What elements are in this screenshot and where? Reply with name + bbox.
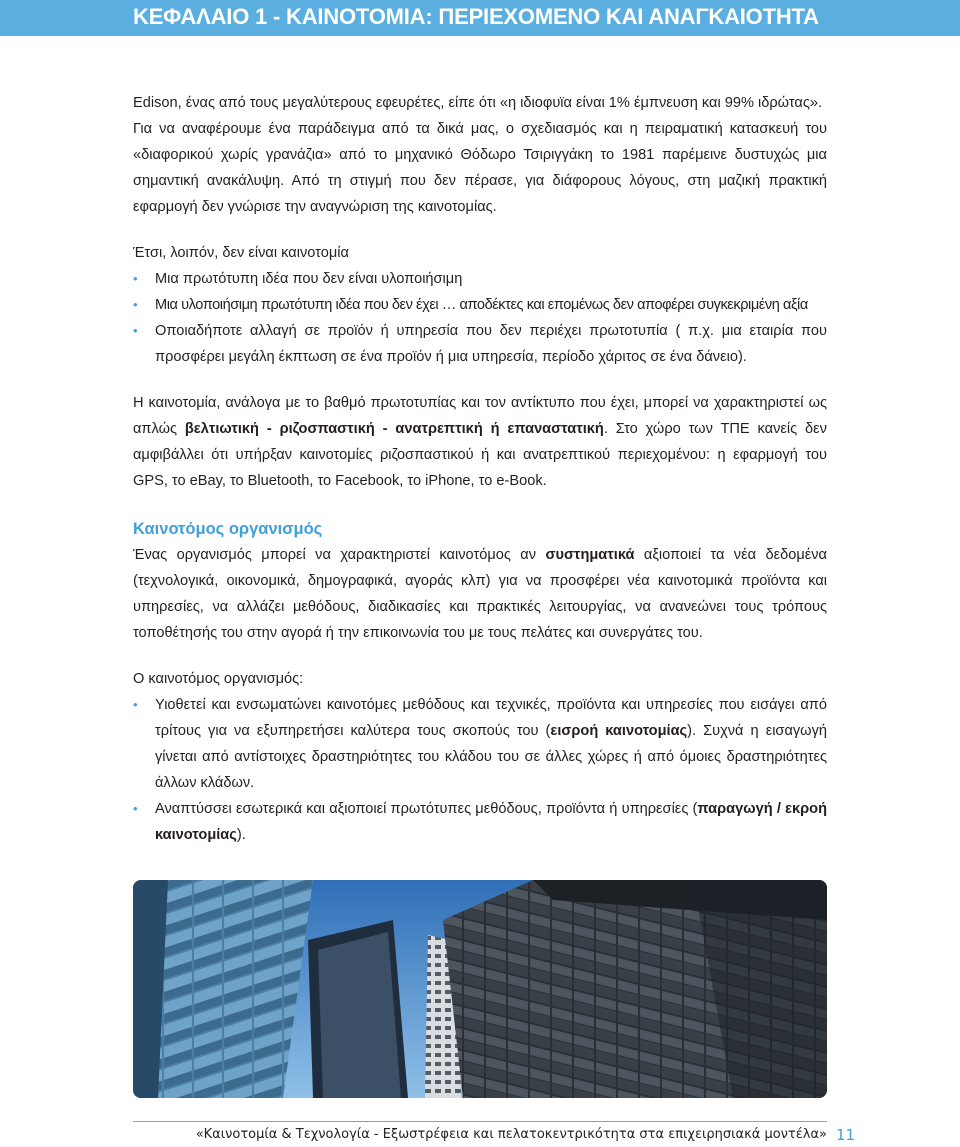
characterization-paragraph	[133, 390, 827, 494]
list-item	[133, 318, 827, 370]
list-item-text: Μια πρωτότυπη ιδέα που δεν είναι υλοποιήσιμη	[155, 271, 463, 287]
list-item-text: Οποιαδήποτε αλλαγή σε προϊόν ή υπηρεσία που δεν περιέχει πρωτοτυπία ( π.χ. μια εταιρία που προσφέρει μεγάλη έκπτωση σε ένα προϊόν ή μια υπηρεσία, περίοδο χάριτος σε ένα δάνειο).	[155, 323, 827, 365]
center-tower-face	[318, 932, 401, 1098]
org-definition-bold: συστηματικά	[545, 547, 635, 563]
innovation-types-bold: βελτιωτική - ριζοσπαστική - ανατρεπτική ή επαναστατική	[184, 421, 604, 437]
footer-title: «Καινοτομία & Τεχνολογία - Εξωστρέφεια και πελατοκεντρικότητα στα επιχειρησιακά μοντέλα»	[195, 1127, 827, 1142]
list-item-text-start: Υιοθετεί και ενσωματώνει καινοτόμες μεθόδους και τεχνικές, προϊόντα και υπηρεσίες που εισάγει από τρίτους για να εξυπηρετήσει καλύτερα τους σκοπούς του (	[155, 697, 827, 739]
list-item	[133, 796, 827, 848]
skyscrapers-photo	[133, 880, 827, 1098]
bullet-icon: •	[133, 697, 138, 712]
section-heading-innovative-org: Καινοτόμος οργανισμός	[133, 520, 323, 538]
edison-quote-paragraph: Edison, ένας από τους μεγαλύτερους εφευρέτες, είπε ότι «η ιδιοφυϊα είναι 1% έμπνευση και 99% ιδρώτας».	[133, 95, 823, 111]
list-item-bold: εισροή καινοτομίας	[550, 723, 688, 739]
chapter-title: ΚΕΦΑΛΑΙΟ 1 - ΚΑΙΝΟΤΟΜΙΑ: ΠΕΡΙΕΧΟΜΕΝΟ ΚΑΙ ΑΝΑΓΚΑΙΟΤΗΤΑ	[133, 4, 819, 29]
bullet-icon: •	[133, 271, 138, 286]
org-definition-paragraph	[133, 542, 827, 646]
characterization-text-start: Η καινοτομία, ανάλογα με το βαθμό πρωτοτυπίας και τον αντίκτυπο που έχει, μπορεί να χαρακτηριστεί ως απλώς	[133, 395, 827, 437]
list-item-text-end: ).	[236, 827, 246, 843]
org-definition-end: αξιοποιεί τα νέα δεδομένα (τεχνολογικά, οικονομικά, δημογραφικά, αγοράς κλπ) για να προσφέρει νέα καινοτομικά προϊόντα και υπηρεσίες, να αλλάζει μεθόδους, διαδικασίες και πρακτικές λειτουργίας, να ανανεώνει τους τρόπους τοποθέτησής του στην αγορά ή την επικοινωνία του με τους πελάτες και συνεργάτες του.	[133, 547, 827, 641]
characterization-text-end: . Στο χώρο των ΤΠΕ κανείς δεν αμφιβάλλει ότι υπήρξαν καινοτομίες ριζοσπαστικού ή και ανατρεπτικού περιεχομένου: η εφαρμογή του GPS, το eBay, το Bluetooth, το Facebook, το iPhone, το e-Book.	[133, 421, 827, 489]
chapter-header-bar	[0, 0, 960, 36]
footer-divider	[133, 1121, 827, 1122]
example-paragraph: Για να αναφέρουμε ένα παράδειγμα από τα δικά μας, ο σχεδιασμός και η πειραματική κατασκευή του «διαφορικού χωρίς γρανάζια» από το μηχανικό Θόδωρο Τσιριγγάκη το 1981 παρέμεινε δυστυχώς μια σημαντική ανακάλυψη. Από τη στιγμή που δεν πέρασε, για διάφορους λόγους, στη μαζική πρακτική εφαρμογή δεν γνώρισε την αναγνώριση της καινοτομίας.	[133, 121, 827, 215]
page-number: 11	[836, 1126, 856, 1144]
innovative-org-list	[133, 692, 827, 848]
org-definition-start: Ένας οργανισμός μπορεί να χαρακτηριστεί καινοτόμος αν	[133, 547, 546, 563]
list-item	[133, 692, 827, 796]
list-item	[133, 266, 827, 292]
bullet-icon: •	[133, 323, 138, 338]
bullet-icon: •	[133, 801, 138, 816]
list-item-text: Μια υλοποιήσιμη πρωτότυπη ιδέα που δεν έχει … αποδέκτες και επομένως δεν αποφέρει συγκεκριμένη αξία	[155, 297, 808, 313]
list-item	[133, 292, 827, 318]
not-innovation-lead: Έτσι, λοιπόν, δεν είναι καινοτομία	[133, 245, 349, 261]
not-innovation-list	[133, 266, 827, 370]
bullet-icon: •	[133, 297, 138, 312]
innovative-org-lead: Ο καινοτόμος οργανισμός:	[133, 671, 304, 687]
page-content	[133, 90, 827, 848]
list-item-bold: παραγωγή / εκροή καινοτομίας	[155, 801, 827, 843]
skyscrapers-illustration	[133, 880, 827, 1098]
list-item-text-end: ). Συχνά η εισαγωγή γίνεται από αντίστοιχες δραστηριότητες του κλάδου του σε άλλες χώρες ή από όμοιες δραστηριότητες άλλων κλάδων.	[155, 723, 827, 791]
list-item-text-start: Αναπτύσσει εσωτερικά και αξιοποιεί πρωτότυπες μεθόδους, προϊόντα ή υπηρεσίες (	[155, 801, 698, 817]
